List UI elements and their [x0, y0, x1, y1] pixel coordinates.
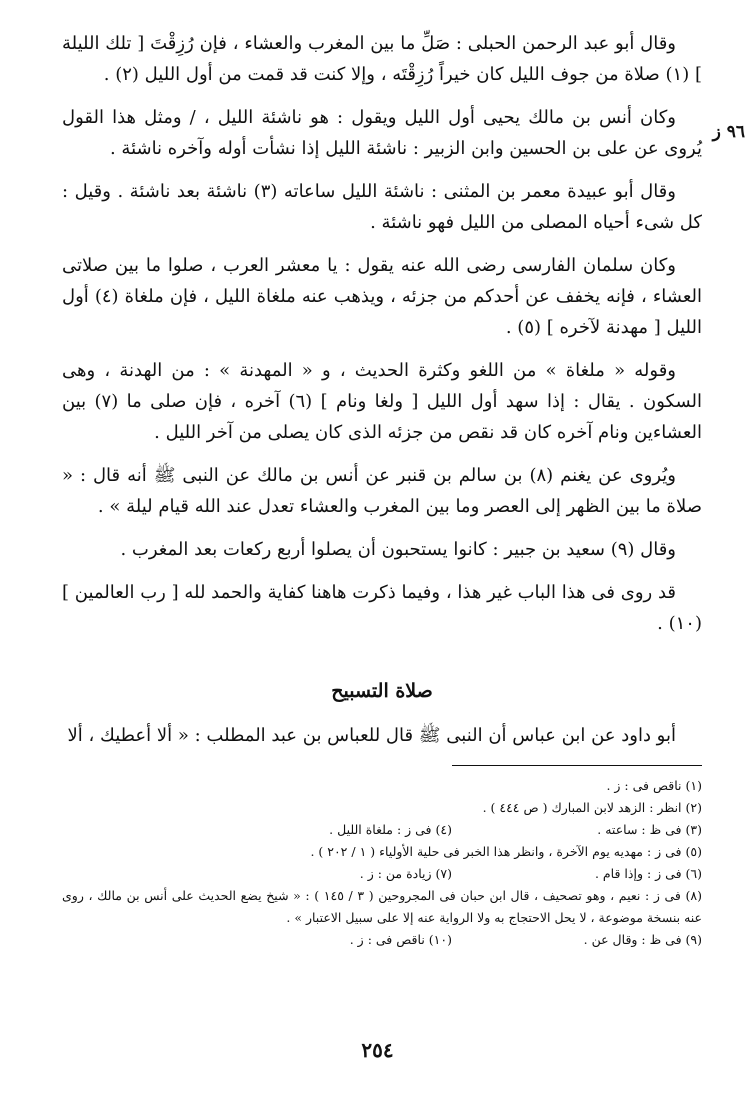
- footnote-6: (٦) فى ز : وإذا قام .: [594, 866, 702, 881]
- paragraph-5: وقوله « ملغاة » من اللغو وكثرة الحديث ، و « المهدنة » : من الهدنة ، وهى السكون . يقال : إذا سهد أول الليل [ ولغا ونام ] (٦) آخره ، فإن صلى ما (٧) بين العشاءين ونام آخره كان قد نقص من جزئه الذى كان يصلى من آخر الليل .: [62, 360, 702, 443]
- footnote-row: [62, 863, 702, 885]
- section-title: صلاة التسبيح: [331, 680, 433, 702]
- footnote-4: (٤) فى ز : ملغاة الليل .: [329, 822, 452, 837]
- footnote-row: [62, 819, 702, 841]
- paragraph-4: وكان سلمان الفارسى رضى الله عنه يقول : يا معشر العرب ، صلوا ما بين صلاتى العشاء ، فإنه يخفف عن أحدكم من جزئه ، ويذهب عنه ملغاة الليل ، فإن ملغاة (٤) أول الليل [ مهدنة لآخره ] (٥) .: [62, 255, 702, 338]
- paragraph-2: وكان أنس بن مالك يحيى أول الليل ويقول : هو ناشئة الليل ، / ومثل هذا القول يُروى عن على بن الحسين وابن الزبير : ناشئة الليل إذا نشأت أوله وآخره ناشئة .: [62, 107, 702, 159]
- footnote-1: (١) ناقص فى : ز .: [606, 778, 702, 793]
- footnote-row: [62, 929, 702, 951]
- paragraph-8: قد روى فى هذا الباب غير هذا ، وفيما ذكرت هاهنا كفاية والحمد لله [ رب العالمين ] (١٠) .: [62, 582, 702, 634]
- footnote-10: (١٠) ناقص فى : ز .: [349, 932, 452, 947]
- footnote-8: (٨) فى ز : نعيم ، وهو تصحيف ، قال ابن حبان فى المجروحين ( ٣ / ١٤٥ ) : « شيخ يضع الحديث على أنس بن مالك ، روى عنه بنسخة موضوعة ، لا يحل الاحتجاج به ولا الرواية عنه إلا على سبيل الاعتبار » .: [62, 888, 702, 925]
- footnotes: [62, 775, 702, 951]
- paragraph-1: وقال أبو عبد الرحمن الحبلى : صَلِّ ما بين المغرب والعشاء ، فإن رُزِقْتَ [ تلك الليلة ] (١) صلاة من جوف الليل كان خيراً رُزِقْتَه ، وإلا كنت قد قمت من أول الليل (٢) .: [62, 33, 702, 85]
- section-first-line: أبو داود عن ابن عباس أن النبى ﷺ قال للعباس بن عبد المطلب : « ألا أعطيك ، ألا: [67, 725, 676, 746]
- paragraph-6: ويُروى عن يغنم (٨) بن سالم بن قنبر عن أنس بن مالك عن النبى ﷺ أنه قال : « صلاة ما بين الظهر إلى العصر وما بين المغرب والعشاء تعدل عند الله قيام ليلة » .: [62, 465, 702, 517]
- footnote-2: (٢) انظر : الزهد لابن المبارك ( ص ٤٤٤ ) .: [482, 800, 702, 815]
- footnote-3: (٣) فى ظ : ساعته .: [597, 822, 702, 837]
- main-text: [62, 28, 702, 651]
- page-number: ٢٥٤: [361, 1038, 394, 1062]
- footnote-9: (٩) فى ظ : وقال عن .: [583, 932, 702, 947]
- footnote-7: (٧) زيادة من : ز .: [359, 866, 452, 881]
- margin-manuscript-marker: ٩٦ ز: [712, 122, 745, 142]
- footnote-row: [62, 775, 702, 797]
- paragraph-7: وقال (٩) سعيد بن جبير : كانوا يستحبون أن يصلوا أربع ركعات بعد المغرب .: [120, 539, 676, 560]
- footnote-divider: [452, 765, 702, 766]
- footnote-5: (٥) فى ز : مهديه يوم الآخرة ، وانظر هذا الخبر فى حلية الأولياء ( ١ / ٢٠٢ ) .: [310, 844, 702, 859]
- footnote-row: [62, 841, 702, 863]
- footnote-row: [62, 797, 702, 819]
- paragraph-3: وقال أبو عبيدة معمر بن المثنى : ناشئة الليل ساعاته (٣) ناشئة بعد ناشئة . وقيل : كل شىء أحياه المصلى من الليل فهو ناشئة .: [62, 181, 702, 233]
